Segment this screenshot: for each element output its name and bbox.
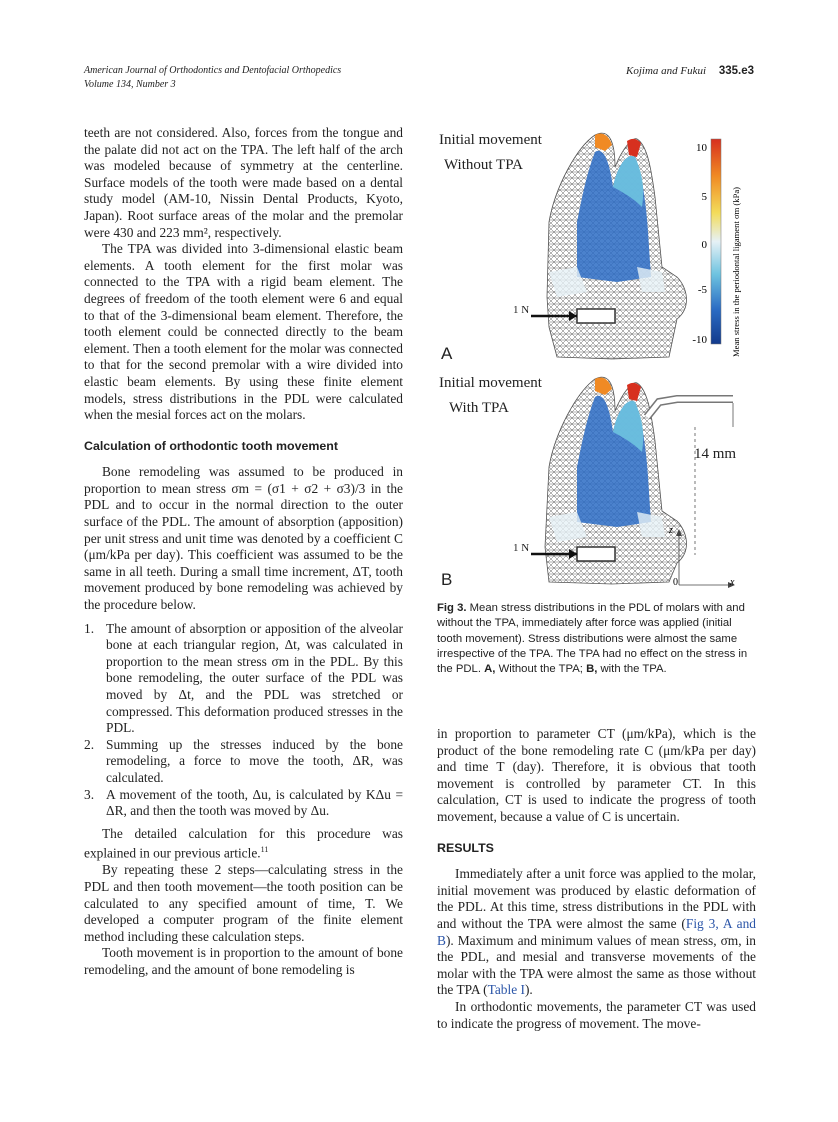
figure-caption: [437, 601, 756, 677]
paragraph-text: ). Maximum and minimum values of mean stress, σm, in the PDL, and mesial and transverse movements of the molar with the TPA were almost the same as those without the TPA (: [437, 932, 756, 998]
list-number: 2.: [84, 736, 95, 752]
axis-z-label: z: [669, 525, 673, 536]
axis-x-label: x: [730, 577, 735, 588]
paragraph: teeth are not considered. Also, forces from the tongue and the palate did not act on the TPA. The left half of the arch was modeled because of symmetry at the centerline. Surface models of the tooth were made based on a dental study model (AM-10, Nissin Dental Products, Kyoto, Japan). Root surface areas of the molar and the premolar were 430 and 223 mm², respectively.: [84, 125, 403, 240]
journal-name: American Journal of Orthodontics and Dentofacial Orthopedics: [84, 65, 342, 76]
caption-panel-b-text: with the TPA.: [600, 663, 667, 676]
right-column: [437, 726, 756, 1032]
figure-3: [437, 127, 756, 597]
paragraph: [437, 866, 756, 999]
panel-b-title-2: With TPA: [449, 400, 509, 416]
running-header-right: [626, 64, 754, 78]
colorbar-tick: 10: [696, 142, 707, 154]
list-item: [84, 621, 403, 737]
panel-b-force-label: 1 N: [513, 542, 530, 554]
caption-panel-a-label: A,: [484, 663, 496, 676]
left-column: [84, 125, 403, 979]
paragraph: In orthodontic movements, the parameter CT was used to indicate the progress of movement. The move-: [437, 998, 756, 1031]
panel-b-tooth-model: [513, 377, 736, 588]
paragraph-text: The detailed calculation for this procedure was explained in our previous article.: [84, 825, 403, 861]
axis-origin-label: 0: [673, 577, 678, 588]
figure-reference-link[interactable]: Fig 3, A and B: [437, 915, 756, 948]
panel-a-title-1: Initial movement: [439, 132, 542, 148]
paragraph: Bone remodeling was assumed to be produced in proportion to mean stress σm = (σ1 + σ2 + σ3)/3 in the PDL and to occur in the normal direction to the outer surface of the PDL. The amount of absorption (apposition) per unit stress and unit time was denoted by a coefficient C (μm/kPa per day). This coefficient was assumed to be the same in all teeth. During a small time increment, ΔT, tooth movement produced by bone remodeling was achieved by the procedure below.: [84, 464, 403, 613]
running-authors: Kojima and Fukui: [626, 65, 707, 77]
running-header-left: [84, 64, 341, 92]
colorbar: [692, 139, 741, 357]
colorbar-tick: -5: [697, 284, 707, 296]
panel-a-force-label: 1 N: [513, 304, 530, 316]
section-heading: Calculation of orthodontic tooth movement: [84, 438, 338, 453]
paragraph: in proportion to parameter CT (μm/kPa), which is the product of the bone remodeling rate C (μm/kPa per day) and time T (day). Therefore, it is obvious that tooth movement is controlled by parameter CT. In this calculation, CT is used to indicate the progress of tooth movement, because a value of C is uncertain.: [437, 726, 756, 824]
list-text: Summing up the stresses induced by the bone remodeling, a force to move the tooth, ΔR, was calculated.: [106, 736, 403, 785]
colorbar-tick: -10: [692, 334, 707, 346]
list-text: A movement of the tooth, Δu, is calculated by KΔu = ΔR, and then the tooth was moved by Δu.: [106, 786, 403, 819]
colorbar-tick: 5: [701, 191, 707, 203]
section-heading: RESULTS: [437, 840, 494, 855]
dimension-label: 14 mm: [694, 446, 737, 462]
reference-superscript[interactable]: 11: [260, 845, 269, 855]
list-item: [84, 787, 403, 820]
panel-a-title-2: Without TPA: [444, 157, 523, 173]
paragraph: The TPA was divided into 3-dimensional elastic beam elements. A tooth element for the first molar was connected to the TPA with a rigid beam element. The degrees of freedom of the tooth element were 6 and equal to that of the 3-dimensional beam element. Therefore, the tooth element could be connected directly to the beam element. Then a tooth element for the molar was connected to that for the second premolar with a wire divided into elastic beam elements. By using these finite element models, stress distributions in the PDL were calculated when the mesial forces act on the molars.: [84, 241, 403, 423]
paragraph: By repeating these 2 steps—calculating stress in the PDL and then tooth movement—the tooth position can be calculated to any specified amount of time, T. We developed a computer program of the finite element method including these calculation steps.: [84, 862, 403, 944]
colorbar-tick: 0: [701, 239, 707, 251]
panel-a-tooth-model: [513, 133, 686, 359]
paragraph: Tooth movement is in proportion to the amount of bone remodeling, and the amount of bone remodeling is: [84, 945, 403, 977]
journal-volume: Volume 134, Number 3: [84, 79, 176, 90]
panel-b-title-1: Initial movement: [439, 375, 542, 391]
colorbar-label: Mean stress in the periodontal ligament σm (kPa): [731, 186, 741, 357]
list-number: 3.: [84, 786, 95, 802]
paragraph-text: Immediately after a unit force was applied to the molar, initial movement was produced by elastic deformation of the PDL. At this time, stress distributions in the PDL with and without the TPA were almost the same (: [437, 866, 756, 931]
caption-panel-b-label: B,: [586, 663, 598, 676]
page-number: 335.e3: [718, 65, 754, 77]
paragraph-text: ).: [524, 982, 533, 998]
table-reference-link[interactable]: Table I: [487, 982, 525, 998]
figure-graphic: [437, 127, 756, 597]
list-text: The amount of absorption or apposition of the alveolar bone at each triangular region, Δt, was calculated in proportion to the mean stress σm in the PDL. By this bone remodeling, the outer surface of the PDL was moved by Δt, and the PDL was stretched or compressed. This deformation produced stresses in the PDL.: [106, 620, 403, 736]
caption-label: Fig 3.: [437, 602, 467, 614]
panel-a-label: A: [441, 344, 453, 363]
list-item: [84, 737, 403, 787]
list-number: 1.: [84, 620, 95, 636]
procedure-list: [84, 621, 403, 820]
paragraph: [84, 826, 403, 863]
caption-text: Mean stress distributions in the PDL of molars with and without the TPA, immediately after force was applied (initial tooth movement). Stress distributions were almost the same irrespective of the TPA. The TPA had no effect on the stress in the PDL.: [437, 602, 748, 676]
panel-b-label: B: [441, 570, 453, 589]
caption-panel-a-text: Without the TPA;: [498, 663, 583, 676]
